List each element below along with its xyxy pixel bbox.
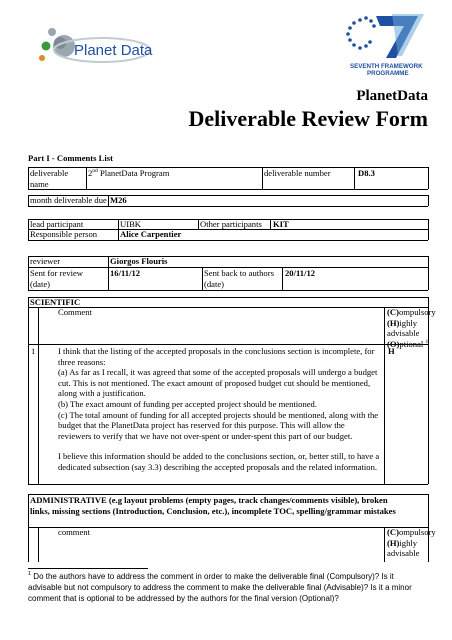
- comment-para-3: (b) The exact amount of funding per accepted project should be mentioned.: [58, 398, 317, 409]
- sent-back-label: Sent back to authors (date): [204, 268, 274, 289]
- deliverable-number-label: deliverable number: [264, 168, 331, 178]
- footnote-text: Do the authors have to address the comment in order to make the deliverable final (Compulsory)? Is it advisable but not compulsory to address the comment to make the deliverable final (Advisable)? Is it a minor comment that is optional to be addressed by the authors for the final version (Optional)?: [28, 572, 412, 603]
- admin-status-compulsory: (C)ompulsory: [387, 527, 436, 537]
- footnote: [28, 571, 428, 604]
- reviewer-value: Giorgos Flouris: [110, 256, 168, 266]
- status-highly-advisable: (H)ighly advisable: [387, 317, 420, 339]
- month-due-label: month deliverable due: [30, 195, 107, 205]
- comment-closing: I believe this information should be added to the conclusions section, or, better still, to have a dedicated subsection (say 3.3) describing the accepted proposals and the related information.: [58, 451, 380, 472]
- fp7-line2: PROGRAMME: [367, 70, 409, 77]
- program-name: PlanetData Program: [97, 168, 170, 178]
- responsible-person-value: Alice Carpentier: [120, 229, 182, 239]
- month-due-value: M26: [110, 195, 127, 205]
- scientific-comment-header: Comment: [58, 307, 92, 317]
- sent-back-value: 20/11/12: [285, 268, 316, 278]
- footnote-separator: [28, 568, 148, 569]
- deliverable-name-label: deliverable name: [30, 168, 69, 189]
- fp7-logo-icon: [332, 12, 430, 80]
- part1-heading: Part I - Comments List: [28, 153, 113, 163]
- other-participants-value: KIT: [273, 219, 289, 229]
- scientific-heading: SCIENTIFIC: [30, 297, 81, 307]
- comment-para-2: (a) As far as I recall, it was agreed that some of the accepted proposals will undergo a budget cut. This is not mentioned. The exact amount of proposed budget cut should be mentioned, along with a justification.: [58, 367, 378, 399]
- status-optional: (O)ptional $^1$: [387, 338, 429, 349]
- comment-para-1: I think that the listing of the accepted proposals in the conclusions section is incomplete, for three reasons:: [58, 346, 375, 367]
- lead-participant-label: lead participant: [30, 219, 84, 229]
- footnote-number: 1: [28, 571, 32, 577]
- administrative-heading: ADMINISTRATIVE (e.g layout problems (empty pages, track changes/comments visible), broken links, missing sections (Introduction, Conclusion, etc.), incomplete TOC, spelling/grammar mistakes: [30, 495, 396, 516]
- scientific-row-number: 1: [31, 346, 36, 356]
- status-compulsory: (C)ompulsory: [387, 307, 436, 317]
- other-participants-label: Other participants: [200, 219, 262, 229]
- administrative-comment-header: comment: [58, 527, 90, 537]
- comment-para-4: (c) The total amount of funding for all accepted projects should be mentioned, along with the budget that the PlanetData project has reserved for this purpose. This will allow the reviewers to verify that we have not over-spent or under-spent this part of our budget.: [58, 409, 379, 441]
- fp7-line1: SEVENTH FRAMEWORK: [350, 63, 423, 70]
- program-ordinal: 2: [88, 168, 93, 178]
- admin-status-highly-advisable: (H)ighly advisable: [387, 537, 420, 559]
- program-ordinal-sup: nd: [92, 168, 98, 174]
- planetdata-logo: [38, 26, 160, 70]
- deliverable-number-value: D8.3: [358, 168, 375, 178]
- form-title: Deliverable Review Form: [188, 106, 428, 131]
- lead-participant-value: UIBK: [120, 219, 142, 229]
- fp7-logo: [332, 12, 430, 80]
- scientific-row-status: H: [388, 346, 395, 356]
- sent-for-review-value: 16/11/12: [110, 268, 141, 278]
- project-name: PlanetData: [356, 88, 428, 104]
- planet-data-logo-text: Planet Data: [74, 42, 153, 59]
- scientific-status-header: [387, 307, 436, 349]
- planet-logo-icon: [38, 26, 160, 70]
- responsible-person-label: Responsible person: [30, 229, 98, 239]
- reviewer-label: reviewer: [30, 256, 61, 266]
- administrative-status-header: [387, 527, 436, 559]
- deliverable-program: [88, 168, 260, 179]
- sent-for-review-label: Sent for review (date): [30, 268, 83, 289]
- scientific-row-comment: [58, 346, 380, 482]
